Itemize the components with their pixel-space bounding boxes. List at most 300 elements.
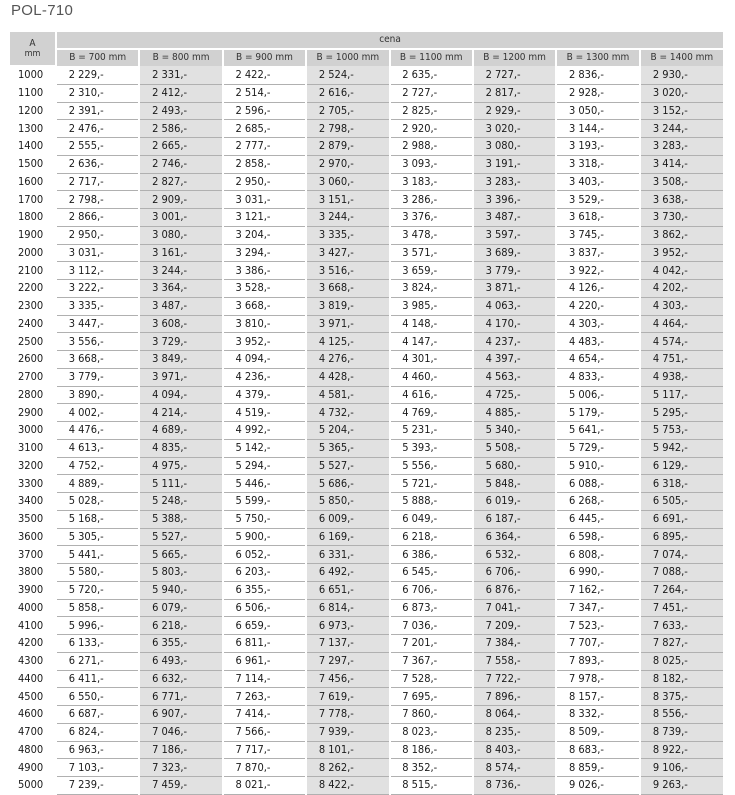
price-cell: [223, 368, 306, 386]
row-a-value: 1400: [10, 138, 56, 156]
price-cell: [223, 439, 306, 457]
table-row: [10, 457, 723, 475]
price-cell: [223, 333, 306, 351]
row-a-value: 4300: [10, 652, 56, 670]
price-value: 4 563,-: [485, 370, 521, 384]
price-value: 6 687,-: [68, 707, 104, 721]
price-value: 5 142,-: [235, 441, 271, 455]
price-cell: [556, 777, 639, 795]
price-value: 5 527,-: [318, 458, 354, 472]
price-cell: [390, 510, 473, 528]
price-value: 7 088,-: [652, 565, 688, 579]
price-value: 3 193,-: [568, 139, 604, 153]
price-value: 6 129,-: [652, 458, 688, 472]
price-value: 3 427,-: [318, 245, 354, 259]
price-value: 3 516,-: [318, 263, 354, 277]
price-value: 6 990,-: [568, 565, 604, 579]
price-value: 5 680,-: [485, 458, 521, 472]
price-cell: [56, 386, 139, 404]
price-value: 6 445,-: [568, 512, 604, 526]
price-cell: [139, 457, 222, 475]
price-value: 4 094,-: [235, 352, 271, 366]
price-value: 2 866,-: [68, 210, 104, 224]
price-value: 8 186,-: [402, 742, 438, 756]
price-cell: [306, 475, 389, 493]
price-cell: [306, 244, 389, 262]
price-value: 6 268,-: [568, 494, 604, 508]
price-value: 6 550,-: [68, 689, 104, 703]
price-cell: [306, 439, 389, 457]
price-cell: [390, 404, 473, 422]
price-cell: [56, 138, 139, 156]
price-cell: [390, 138, 473, 156]
price-cell: [390, 280, 473, 298]
table-row: [10, 439, 723, 457]
price-value: 8 422,-: [318, 778, 354, 792]
price-cell: [556, 546, 639, 564]
price-cell: [223, 777, 306, 795]
price-cell: [473, 617, 556, 635]
table-row: [10, 652, 723, 670]
row-a-value: 5000: [10, 777, 56, 795]
price-value: 2 636,-: [68, 157, 104, 171]
price-cell: [473, 528, 556, 546]
b-column-header: B = 1300 mm: [556, 49, 639, 66]
price-value: 3 668,-: [68, 352, 104, 366]
price-value: 3 001,-: [152, 210, 188, 224]
price-value: 7 209,-: [485, 618, 521, 632]
price-cell: [390, 439, 473, 457]
price-cell: [56, 173, 139, 191]
price-cell: [640, 351, 723, 369]
price-value: 2 746,-: [152, 157, 188, 171]
price-cell: [640, 564, 723, 582]
price-cell: [640, 457, 723, 475]
price-value: 7 619,-: [318, 689, 354, 703]
price-cell: [556, 84, 639, 102]
price-cell: [56, 102, 139, 120]
price-cell: [390, 422, 473, 440]
price-value: 7 347,-: [568, 600, 604, 614]
table-row: [10, 351, 723, 369]
price-value: 5 942,-: [652, 441, 688, 455]
price-value: 7 263,-: [235, 689, 271, 703]
row-a-value: 4800: [10, 741, 56, 759]
price-cell: [306, 457, 389, 475]
price-value: 3 819,-: [318, 299, 354, 313]
price-cell: [223, 386, 306, 404]
price-value: 3 060,-: [318, 174, 354, 188]
table-row: [10, 244, 723, 262]
price-cell: [56, 280, 139, 298]
price-cell: [139, 759, 222, 777]
row-a-value: 3200: [10, 457, 56, 475]
price-cell: [306, 120, 389, 138]
price-cell: [56, 297, 139, 315]
price-value: 5 305,-: [68, 529, 104, 543]
price-cell: [473, 564, 556, 582]
row-a-value: 2600: [10, 351, 56, 369]
a-label: A: [29, 37, 36, 49]
price-value: 6 187,-: [485, 512, 521, 526]
price-cell: [56, 66, 139, 84]
b-column-header: B = 700 mm: [56, 49, 139, 66]
price-value: 7 367,-: [402, 654, 438, 668]
table-row: [10, 475, 723, 493]
price-value: 2 950,-: [235, 174, 271, 188]
price-cell: [556, 173, 639, 191]
price-value: 4 732,-: [318, 405, 354, 419]
price-cell: [390, 670, 473, 688]
price-value: 5 858,-: [68, 600, 104, 614]
price-cell: [56, 457, 139, 475]
price-value: 5 686,-: [318, 476, 354, 490]
price-cell: [390, 564, 473, 582]
price-value: 6 963,-: [68, 742, 104, 756]
price-value: 5 179,-: [568, 405, 604, 419]
price-value: 6 271,-: [68, 654, 104, 668]
price-value: 3 487,-: [152, 299, 188, 313]
price-cell: [556, 120, 639, 138]
price-cell: [390, 528, 473, 546]
price-value: 3 152,-: [652, 103, 688, 117]
price-cell: [223, 581, 306, 599]
price-value: 2 930,-: [652, 67, 688, 81]
price-value: 2 909,-: [152, 192, 188, 206]
price-cell: [390, 652, 473, 670]
price-cell: [306, 155, 389, 173]
price-value: 8 574,-: [485, 760, 521, 774]
table-row: [10, 741, 723, 759]
price-value: 8 025,-: [652, 654, 688, 668]
price-value: 4 379,-: [235, 387, 271, 401]
price-cell: [223, 351, 306, 369]
price-cell: [473, 688, 556, 706]
price-value: 8 332,-: [568, 707, 604, 721]
price-value: 2 310,-: [68, 86, 104, 100]
price-value: 2 817,-: [485, 86, 521, 100]
table-row: [10, 120, 723, 138]
price-cell: [390, 66, 473, 84]
price-value: 8 403,-: [485, 742, 521, 756]
price-cell: [556, 670, 639, 688]
price-cell: [306, 315, 389, 333]
price-value: 3 824,-: [402, 281, 438, 295]
table-row: [10, 422, 723, 440]
price-cell: [473, 173, 556, 191]
price-cell: [556, 688, 639, 706]
price-cell: [556, 262, 639, 280]
row-a-value: 1300: [10, 120, 56, 138]
price-value: 3 031,-: [235, 192, 271, 206]
price-value: 2 524,-: [318, 67, 354, 81]
document-title: POL-710: [11, 2, 74, 19]
price-cell: [139, 564, 222, 582]
price-cell: [139, 191, 222, 209]
price-value: 3 779,-: [485, 263, 521, 277]
price-cell: [223, 493, 306, 511]
price-value: 4 616,-: [402, 387, 438, 401]
price-value: 7 707,-: [568, 636, 604, 650]
price-value: 3 638,-: [652, 192, 688, 206]
price-value: 5 665,-: [152, 547, 188, 561]
table-row: [10, 280, 723, 298]
price-cell: [306, 617, 389, 635]
price-value: 6 493,-: [152, 654, 188, 668]
price-value: 4 237,-: [485, 334, 521, 348]
price-cell: [390, 635, 473, 653]
table-row: [10, 84, 723, 102]
price-cell: [56, 262, 139, 280]
price-cell: [223, 262, 306, 280]
row-a-value: 4500: [10, 688, 56, 706]
price-value: 7 860,-: [402, 707, 438, 721]
price-value: 8 922,-: [652, 742, 688, 756]
price-cell: [306, 173, 389, 191]
price-cell: [139, 741, 222, 759]
price-value: 2 717,-: [68, 174, 104, 188]
price-value: 2 635,-: [402, 67, 438, 81]
table-row: [10, 635, 723, 653]
price-value: 4 301,-: [402, 352, 438, 366]
b-columns-header-row: [10, 49, 723, 66]
price-cell: [223, 102, 306, 120]
price-value: 3 952,-: [235, 334, 271, 348]
price-cell: [640, 404, 723, 422]
price-value: 6 532,-: [485, 547, 521, 561]
price-cell: [306, 368, 389, 386]
price-value: 5 028,-: [68, 494, 104, 508]
price-cell: [223, 723, 306, 741]
price-value: 4 063,-: [485, 299, 521, 313]
table-row: [10, 209, 723, 227]
price-cell: [640, 652, 723, 670]
price-cell: [139, 493, 222, 511]
price-value: 5 388,-: [152, 512, 188, 526]
price-value: 7 264,-: [652, 583, 688, 597]
price-value: 4 689,-: [152, 423, 188, 437]
price-cell: [223, 66, 306, 84]
row-a-value: 3600: [10, 528, 56, 546]
price-value: 8 859,-: [568, 760, 604, 774]
price-cell: [139, 244, 222, 262]
price-cell: [56, 564, 139, 582]
price-value: 5 340,-: [485, 423, 521, 437]
price-value: 7 103,-: [68, 760, 104, 774]
price-cell: [473, 191, 556, 209]
price-value: 6 386,-: [402, 547, 438, 561]
price-cell: [306, 386, 389, 404]
a-unit: mm: [24, 48, 41, 59]
price-cell: [556, 457, 639, 475]
price-value: 6 961,-: [235, 654, 271, 668]
price-cell: [556, 368, 639, 386]
price-cell: [556, 280, 639, 298]
price-cell: [556, 386, 639, 404]
price-cell: [56, 546, 139, 564]
price-cell: [390, 493, 473, 511]
price-value: 6 895,-: [652, 529, 688, 543]
price-value: 7 893,-: [568, 654, 604, 668]
price-cell: [473, 333, 556, 351]
price-value: 6 088,-: [568, 476, 604, 490]
price-value: 6 364,-: [485, 529, 521, 543]
price-value: 4 769,-: [402, 405, 438, 419]
price-value: 7 558,-: [485, 654, 521, 668]
price-cell: [556, 564, 639, 582]
b-column-header: B = 1100 mm: [390, 49, 473, 66]
price-cell: [139, 688, 222, 706]
price-cell: [223, 528, 306, 546]
price-cell: [390, 84, 473, 102]
price-value: 4 752,-: [68, 458, 104, 472]
price-value: 4 042,-: [652, 263, 688, 277]
price-cell: [640, 102, 723, 120]
price-cell: [306, 581, 389, 599]
price-cell: [556, 528, 639, 546]
price-value: 3 862,-: [652, 228, 688, 242]
price-cell: [56, 635, 139, 653]
price-cell: [306, 404, 389, 422]
price-cell: [56, 599, 139, 617]
price-value: 6 824,-: [68, 725, 104, 739]
price-cell: [556, 652, 639, 670]
price-value: 4 276,-: [318, 352, 354, 366]
price-value: 7 722,-: [485, 671, 521, 685]
price-value: 5 111,-: [152, 476, 188, 490]
price-cell: [640, 422, 723, 440]
price-value: 2 493,-: [152, 103, 188, 117]
price-value: 3 529,-: [568, 192, 604, 206]
price-value: 5 508,-: [485, 441, 521, 455]
price-value: 3 283,-: [652, 139, 688, 153]
table-row: [10, 670, 723, 688]
price-cell: [223, 546, 306, 564]
price-cell: [473, 422, 556, 440]
price-cell: [56, 368, 139, 386]
price-cell: [223, 209, 306, 227]
price-value: 7 239,-: [68, 778, 104, 792]
price-value: 3 144,-: [568, 121, 604, 135]
table-row: [10, 510, 723, 528]
price-value: 5 996,-: [68, 618, 104, 632]
price-cell: [306, 777, 389, 795]
price-cell: [556, 439, 639, 457]
price-cell: [473, 404, 556, 422]
price-value: 3 204,-: [235, 228, 271, 242]
price-cell: [306, 759, 389, 777]
price-value: 3 890,-: [68, 387, 104, 401]
table-row: [10, 564, 723, 582]
price-value: 2 596,-: [235, 103, 271, 117]
price-cell: [139, 315, 222, 333]
price-cell: [640, 706, 723, 724]
price-value: 7 414,-: [235, 707, 271, 721]
price-cell: [139, 120, 222, 138]
price-cell: [306, 191, 389, 209]
price-value: 3 396,-: [485, 192, 521, 206]
price-value: 7 451,-: [652, 600, 688, 614]
price-cell: [56, 404, 139, 422]
price-cell: [306, 723, 389, 741]
price-cell: [473, 66, 556, 84]
price-cell: [139, 280, 222, 298]
b-column-header: B = 1200 mm: [473, 49, 556, 66]
price-value: 5 850,-: [318, 494, 354, 508]
price-cell: [56, 315, 139, 333]
price-value: 5 888,-: [402, 494, 438, 508]
price-cell: [473, 262, 556, 280]
price-cell: [556, 66, 639, 84]
price-cell: [640, 368, 723, 386]
price-value: 6 598,-: [568, 529, 604, 543]
price-value: 5 900,-: [235, 529, 271, 543]
row-a-value: 2300: [10, 297, 56, 315]
price-cell: [640, 439, 723, 457]
price-value: 2 970,-: [318, 157, 354, 171]
price-value: 3 871,-: [485, 281, 521, 295]
price-value: 3 222,-: [68, 281, 104, 295]
price-value: 3 659,-: [402, 263, 438, 277]
price-value: 4 835,-: [152, 441, 188, 455]
price-value: 2 331,-: [152, 67, 188, 81]
price-cell: [56, 581, 139, 599]
table-row: [10, 688, 723, 706]
price-cell: [640, 617, 723, 635]
price-cell: [390, 155, 473, 173]
price-value: 8 235,-: [485, 725, 521, 739]
row-a-value: 2200: [10, 280, 56, 298]
table-body: [10, 66, 723, 794]
price-value: 4 428,-: [318, 370, 354, 384]
price-cell: [223, 191, 306, 209]
price-cell: [640, 670, 723, 688]
price-value: 7 384,-: [485, 636, 521, 650]
price-value: 2 514,-: [235, 86, 271, 100]
price-cell: [139, 652, 222, 670]
price-value: 3 608,-: [152, 316, 188, 330]
price-value: 3 837,-: [568, 245, 604, 259]
row-a-value: 1200: [10, 102, 56, 120]
price-value: 3 020,-: [652, 86, 688, 100]
price-value: 6 814,-: [318, 600, 354, 614]
price-value: 8 556,-: [652, 707, 688, 721]
price-value: 2 727,-: [402, 86, 438, 100]
price-cell: [640, 315, 723, 333]
price-cell: [640, 66, 723, 84]
price-value: 6 873,-: [402, 600, 438, 614]
price-cell: [390, 297, 473, 315]
price-cell: [556, 102, 639, 120]
price-value: 4 303,-: [568, 316, 604, 330]
price-value: 9 026,-: [568, 778, 604, 792]
table-row: [10, 581, 723, 599]
price-cell: [640, 280, 723, 298]
price-cell: [390, 368, 473, 386]
price-cell: [390, 777, 473, 795]
price-cell: [139, 439, 222, 457]
price-value: 6 133,-: [68, 636, 104, 650]
price-cell: [556, 351, 639, 369]
price-cell: [390, 333, 473, 351]
price-cell: [56, 422, 139, 440]
price-value: 6 318,-: [652, 476, 688, 490]
price-cell: [306, 706, 389, 724]
price-value: 3 244,-: [152, 263, 188, 277]
price-value: 4 220,-: [568, 299, 604, 313]
price-cell: [139, 670, 222, 688]
price-value: 7 523,-: [568, 618, 604, 632]
